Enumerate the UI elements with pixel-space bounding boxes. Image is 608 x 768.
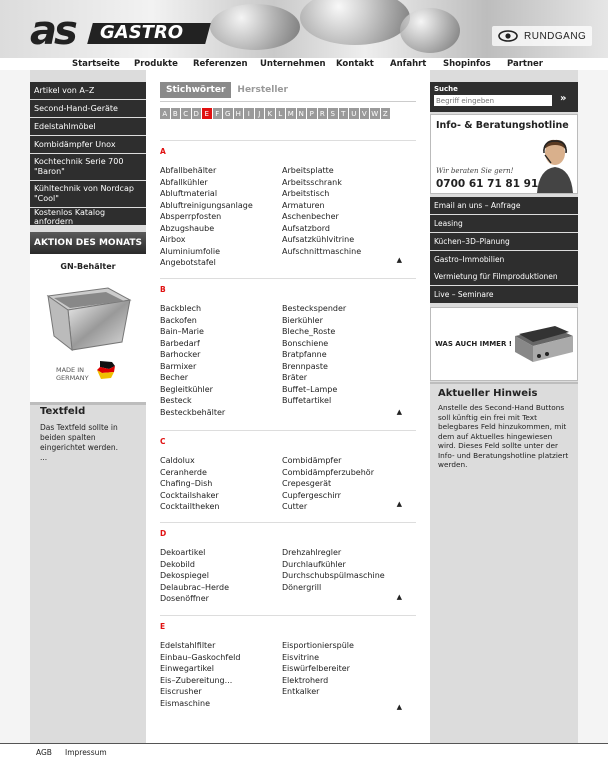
hotline-title: Info- & Beratungshotline — [436, 120, 569, 131]
section-d — [160, 522, 416, 605]
hotline-tagline: Wir beraten Sie gern! — [436, 167, 514, 175]
made-in-line1: MADE IN — [56, 366, 85, 374]
kitchen-pot-image — [300, 0, 410, 45]
nav-shopinfos[interactable]: Shopinfos — [443, 59, 491, 69]
back-to-top-icon[interactable]: ▲ — [396, 593, 402, 601]
right-sidebar — [430, 70, 578, 743]
keyword-link[interactable]: Dosenöffner — [160, 594, 209, 603]
header-banner — [0, 0, 608, 58]
keyword-link[interactable]: Cutter — [282, 502, 308, 511]
keyword-link[interactable]: Eismaschine — [160, 698, 210, 708]
keyword-link[interactable]: Ceranherde — [160, 467, 207, 477]
nav-produkte[interactable]: Produkte — [134, 58, 178, 72]
sidebar-item-artikel[interactable]: Artikel von A–Z — [30, 82, 146, 99]
textfeld-title: Textfeld — [40, 406, 86, 417]
letter-filter-c[interactable]: C — [181, 108, 191, 119]
hinweis-box — [438, 388, 572, 470]
keyword-link[interactable]: Entkalker — [282, 687, 320, 696]
keyword-link[interactable]: Caldolux — [160, 456, 195, 465]
section-letter: D — [160, 522, 416, 538]
keyword-link[interactable]: Absperrpfosten — [160, 212, 222, 221]
grill-device-image — [511, 322, 575, 368]
keyword-link[interactable]: Abluftmaterial — [160, 189, 218, 198]
keyword-link[interactable]: Bonschiene — [282, 338, 329, 348]
keyword-link[interactable]: Besteckspender — [282, 304, 347, 313]
sidebar-item-kochtechnik[interactable]: Kochtechnik Serie 700 "Baron" — [30, 154, 146, 180]
promo-text: WAS AUCH IMMER ! — [435, 340, 512, 348]
textfeld-body: Das Textfeld sollte in beiden spalten eingerichtet werden. — [40, 423, 118, 452]
right-link-2[interactable]: Küchen–3D–Planung — [430, 233, 578, 250]
search-go-button[interactable]: » — [560, 93, 567, 104]
sidebar-item-second-hand[interactable]: Second-Hand-Geräte — [30, 100, 146, 117]
main-content — [146, 70, 430, 743]
aktion-title: AKTION DES MONATS — [30, 232, 146, 254]
keyword-link[interactable]: Besteckbehälter — [160, 407, 226, 417]
letter-filter-b[interactable]: B — [171, 108, 181, 119]
sidebar-item-kombidaempfer[interactable]: Kombidämpfer Unox — [30, 136, 146, 153]
section-a — [160, 140, 416, 269]
section-letter: E — [160, 615, 416, 631]
keyword-link[interactable]: Bain–Marie — [160, 327, 204, 336]
keyword-link[interactable]: Cupfergeschirr — [282, 490, 341, 500]
keyword-link[interactable]: Arbeitstisch — [282, 189, 330, 198]
gn-container-image — [38, 284, 138, 354]
keyword-link[interactable]: Bierkühler — [282, 315, 323, 325]
section-letter: B — [160, 278, 416, 294]
keyword-link[interactable]: Bräter — [282, 373, 308, 382]
letter-filter-n[interactable]: N — [297, 108, 307, 119]
keyword-link[interactable]: Durchlaufkühler — [282, 559, 346, 569]
keyword-link[interactable]: Delaubrac–Herde — [160, 582, 230, 592]
keyword-link[interactable]: Cocktailshaker — [160, 490, 219, 500]
keyword-link[interactable]: Aluminiumfolie — [160, 246, 221, 256]
letter-filter-l[interactable]: L — [276, 108, 286, 119]
logo[interactable] — [30, 8, 184, 54]
main-nav — [0, 58, 608, 70]
nav-kontakt[interactable]: Kontakt — [336, 59, 374, 69]
letter-filter-v[interactable]: V — [360, 108, 370, 119]
keyword-link[interactable]: Aufsatzkühlvitrine — [282, 235, 355, 244]
hinweis-title: Aktueller Hinweis — [438, 388, 538, 399]
keyword-link[interactable]: Angebotstafel — [160, 258, 216, 267]
letter-filter-u[interactable]: U — [349, 108, 359, 119]
footer — [0, 743, 608, 768]
keyword-link[interactable]: Besteck — [160, 396, 192, 405]
made-in-line2: GERMANY — [56, 374, 89, 382]
keyword-link[interactable]: Buffetartikel — [282, 396, 332, 405]
keyword-link[interactable]: Barhocker — [160, 350, 201, 359]
keyword-link[interactable]: Backblech — [160, 304, 202, 313]
letter-filter-e[interactable]: E — [202, 108, 212, 119]
letter-filter-w[interactable]: W — [371, 109, 379, 118]
keyword-link[interactable]: Backofen — [160, 315, 197, 325]
letter-filter-h[interactable]: H — [234, 108, 244, 119]
footer-agb-link[interactable]: AGB — [36, 748, 52, 757]
keyword-link[interactable]: Drehzahlregler — [282, 548, 342, 557]
tab-bar — [160, 82, 294, 98]
keyword-link[interactable]: Einbau–Gaskochfeld — [160, 652, 241, 662]
section-letter: C — [160, 430, 416, 446]
back-to-top-icon[interactable]: ▲ — [396, 408, 402, 416]
letter-filter-a[interactable]: A — [160, 108, 170, 119]
nav-unternehmen[interactable]: Unternehmen — [260, 59, 326, 69]
logo-as: as — [30, 8, 75, 54]
keyword-link[interactable]: Barbedarf — [160, 338, 200, 348]
sidebar-item-edelstahlmoebel[interactable]: Edelstahlmöbel — [30, 118, 146, 135]
keyword-link[interactable]: Armaturen — [282, 200, 325, 210]
keyword-link[interactable]: Aschenbecher — [282, 212, 339, 221]
nav-referenzen[interactable]: Referenzen — [193, 59, 248, 69]
textfeld-more: ... — [40, 453, 48, 462]
keyword-link[interactable]: Bratpfanne — [282, 350, 327, 359]
keyword-link[interactable]: Dönergrill — [282, 582, 322, 592]
keyword-link[interactable]: Begleitkühler — [160, 384, 213, 394]
aktion-product: GN-Behälter — [60, 262, 116, 271]
keyword-link[interactable]: Arbeitsschrank — [282, 177, 342, 187]
keyword-link[interactable]: Bleche_Roste — [282, 327, 336, 336]
back-to-top-icon[interactable]: ▲ — [396, 500, 402, 508]
letter-filter-j[interactable]: J — [255, 108, 265, 119]
sidebar-item-katalog[interactable]: Kostenlos Katalog anfordern — [30, 208, 146, 225]
keyword-link[interactable]: Becher — [160, 373, 189, 382]
letter-filter-m[interactable]: M — [287, 109, 294, 118]
search-label: Suche — [434, 85, 458, 93]
keyword-link[interactable]: Abluftreinigungsanlage — [160, 200, 253, 210]
hotline-number: 0700 61 71 81 91 — [436, 178, 539, 190]
keyword-link[interactable]: Eis–Zubereitung... — [160, 675, 233, 685]
eye-icon — [498, 30, 518, 42]
rundgang-button[interactable] — [492, 26, 592, 46]
keyword-link[interactable]: Durchschubspülmaschine — [282, 571, 385, 580]
keyword-link[interactable]: Cocktailtheken — [160, 502, 220, 511]
keyword-link[interactable]: Airbox — [160, 235, 186, 244]
right-link-3[interactable]: Gastro–Immobilien — [430, 251, 578, 268]
letter-filter-d[interactable]: D — [192, 108, 202, 119]
footer-impressum-link[interactable]: Impressum — [65, 748, 107, 757]
rundgang-label: RUNDGANG — [524, 30, 587, 42]
letter-filter-r[interactable]: R — [318, 108, 328, 119]
keyword-link[interactable]: Buffet–Lampe — [282, 384, 338, 394]
right-link-5[interactable]: Live – Seminare — [430, 286, 578, 303]
search-box — [430, 82, 578, 112]
keyword-link[interactable]: Edelstahlfilter — [160, 641, 216, 650]
right-link-1[interactable]: Leasing — [430, 215, 578, 232]
keyword-link[interactable]: Dekoartikel — [160, 548, 206, 557]
keyword-link[interactable]: Abfallbehälter — [160, 166, 217, 175]
keyword-link[interactable]: Arbeitsplatte — [282, 166, 334, 175]
logo-gastro: GASTRO — [100, 22, 184, 43]
keyword-link[interactable]: Abzugshaube — [160, 223, 215, 233]
keyword-link[interactable]: Eisportionierspüle — [282, 641, 354, 650]
section-letter: A — [160, 140, 416, 156]
kitchen-pot-image — [400, 8, 460, 53]
letter-filter-z[interactable]: Z — [381, 108, 391, 119]
letter-filter-s[interactable]: S — [328, 108, 338, 119]
keyword-link[interactable]: Abfallkühler — [160, 177, 208, 187]
letter-filter-i[interactable]: I — [244, 108, 254, 119]
section-c — [160, 430, 416, 513]
left-sidebar — [30, 70, 146, 743]
keyword-link[interactable]: Dekospiegel — [160, 571, 209, 580]
right-link-4[interactable]: Vermietung für Filmproduktionen — [430, 268, 578, 285]
keyword-link[interactable]: Dekobild — [160, 559, 195, 569]
keyword-link[interactable]: Aufschnittmaschine — [282, 246, 362, 256]
nav-partner[interactable]: Partner — [507, 59, 544, 69]
keyword-link[interactable]: Elektroherd — [282, 675, 329, 685]
keyword-link[interactable]: Brennpaste — [282, 361, 328, 371]
search-input[interactable] — [434, 95, 552, 106]
keyword-link[interactable]: Eiswürfelbereiter — [282, 664, 350, 673]
section-b — [160, 278, 416, 418]
sidebar-item-kuehltechnik[interactable]: Kühltechnik von Nordcap "Cool" — [30, 181, 146, 207]
keyword-link[interactable]: Eiscrusher — [160, 687, 202, 696]
nav-startseite[interactable]: Startseite — [72, 59, 120, 69]
keyword-link[interactable]: Aufsatzbord — [282, 223, 330, 233]
nav-anfahrt[interactable]: Anfahrt — [390, 59, 427, 69]
tab-hersteller[interactable]: Hersteller — [237, 85, 288, 95]
hinweis-body: Anstelle des Second-Hand Buttons soll künftig ein frei mit Text belegbares Feld hinzukommen, mit dem auf Aktuelles hingewiesen wird. Dieses Feld sollte unter der Info- und Beratungshotline platziert werden. — [438, 403, 569, 469]
hotline-agent-image — [533, 137, 577, 193]
back-to-top-icon[interactable]: ▲ — [396, 256, 402, 264]
letter-filter-f[interactable]: F — [213, 108, 223, 119]
promo-box[interactable] — [430, 307, 578, 381]
back-to-top-icon[interactable]: ▲ — [396, 703, 402, 711]
keyword-link[interactable]: Eisvitrine — [282, 652, 320, 662]
section-e — [160, 615, 416, 709]
tab-stichwoerter[interactable]: Stichwörter — [160, 82, 231, 98]
letter-filter-g[interactable]: G — [223, 108, 233, 119]
aktion-box[interactable] — [30, 254, 146, 402]
letter-filter-k[interactable]: K — [265, 108, 275, 119]
germany-flag-icon — [94, 360, 118, 380]
alphabet-filter — [160, 108, 390, 119]
letter-filter-t[interactable]: T — [339, 108, 349, 119]
keyword-link[interactable]: Combidämpfer — [282, 456, 342, 465]
hotline-box[interactable] — [430, 114, 578, 194]
keyword-link[interactable]: Crepesgerät — [282, 479, 332, 488]
textfeld-box — [40, 406, 140, 462]
keyword-link[interactable]: Barmixer — [160, 361, 197, 371]
keyword-link[interactable]: Einwegartikel — [160, 664, 214, 673]
right-link-0[interactable]: Email an uns – Anfrage — [430, 197, 578, 214]
kitchen-pot-image — [210, 4, 300, 50]
keyword-link[interactable]: Chafing–Dish — [160, 479, 213, 488]
keyword-link[interactable]: Combidämpferzubehör — [282, 467, 374, 477]
letter-filter-p[interactable]: P — [307, 108, 317, 119]
